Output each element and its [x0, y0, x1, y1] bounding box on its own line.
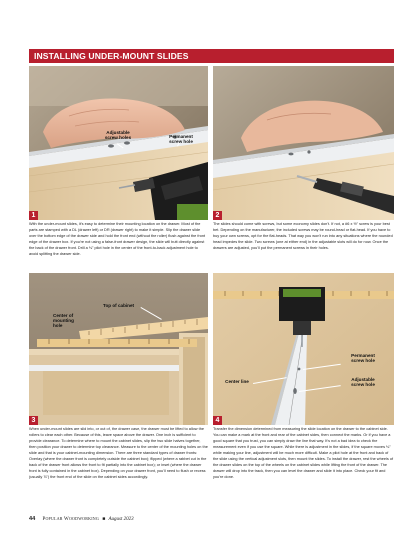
step-3-caption: When under-mount slides are slid into, or out of, the drawer case, the drawer must be lifted to allow the rollers to clear each other. Because of this, leave space above the drawer. One inch is sufficient to provide clearance. To determine where to mount the cabinet slides, slip the two slide halves together, then position your drawer to determine top clearance. Measure to the center of the mounting holes on the slide and that is your cabinet-mounting dimension. There are three standard types of drawer fronts: Overlay (where the drawer front is completely outside the cabinet box); flipped (where a rabbet cut in the back of the drawer front allows the front to fit partially into the cabinet box); or inset (where the drawer front is fully contained in the cabinet box). Depending on your drawer front, you'll need to flush or recess (usually ⅞") the front end of the slide on the cabinet sides accordingly.: [29, 427, 208, 479]
photo-1-callout-permanent: Permanent screw hole: [169, 134, 193, 145]
photo-2-illustration: [213, 66, 394, 220]
photo-4-callout-permanent: Permanent screw hole: [351, 353, 375, 364]
step-1-caption: With the under-mount slides, it's easy to determine their mounting location on the drawer. Most of the parts are stamped with a DL (drawer left) or DR (drawer right) to make it simple. Slip the drawer slide over the bottom edge of the drawer side and hold the front end (without the roller) flush against the front edge of the drawer box. If you're not using a false-front drawer design, the slide will butt directly against the back of the drawer front. Drill a ⅛" pilot hole in the center of the front-to-back adjustment hole to avoid splitting the drawer side.: [29, 222, 206, 256]
step-2-number: 2: [213, 211, 222, 220]
step-4-number: 4: [213, 416, 222, 425]
photo-3-illustration: [29, 273, 208, 425]
photo-4-callout-center-line: Center line: [225, 379, 249, 384]
step-2-caption: The slides should come with screws, but some economy slides don't. If not, a #6 x ½" screw is your best bet. Depending on the manufacturer, the included screws may be round-head or flat-head. If you have to buy your own screws, opt for the flat-heads. That way you won't run into any situations where the rounded head impedes the slide. Two screws (one at either end) in the adjustable slots will do for now. Once the drawers are adjusted, you'll put the permanent screws in their holes.: [213, 222, 393, 250]
step-4-caption: Transfer the dimension determined from measuring the slide location on the drawer to the cabinet side. You can make a mark at the front and rear of the cabinet sides, then connect the marks. Or if you have a good square that you trust, you can simply draw the line that way. It's not a bad idea to check the measurement even if you use the square. While there is adjustment in the slides, if the square moves ⅛" while making your line, adjustment will be much more difficult. Make a pilot hole at the front and back of the slide using the vertical adjustment slots, then mount the slides. To install the drawer, rest the wheels of the drawer slides on the top of the wheels on the cabinet slides while lifting the front of the drawer. The drawer will drop into the track, then you can level the drawer and slide it into place. Check your fit and you're done.: [213, 427, 394, 479]
step-1-number: 1: [29, 211, 38, 220]
magazine-name: Popular Woodworking: [42, 517, 99, 522]
page-number: 44: [29, 516, 36, 522]
photo-step-1: [29, 66, 208, 220]
folio-separator: ■: [102, 517, 106, 522]
step-3-number: 3: [29, 416, 38, 425]
photo-step-4: [213, 273, 394, 425]
photo-step-2: [213, 66, 394, 220]
photo-4-callout-adjustable: Adjustable screw hole: [351, 377, 375, 388]
photo-1-callout-adjustable: Adjustable screw holes: [104, 130, 132, 141]
photo-step-3: [29, 273, 208, 425]
photo-3-callout-top-cabinet: Top of cabinet: [103, 303, 135, 308]
page-folio: [29, 515, 134, 523]
page-title: INSTALLING UNDER-MOUNT SLIDES: [29, 49, 394, 63]
photo-4-illustration: [213, 273, 394, 425]
issue-date: August 2023: [108, 517, 134, 522]
photo-3-callout-center-hole: Center of mounting hole: [53, 313, 74, 329]
